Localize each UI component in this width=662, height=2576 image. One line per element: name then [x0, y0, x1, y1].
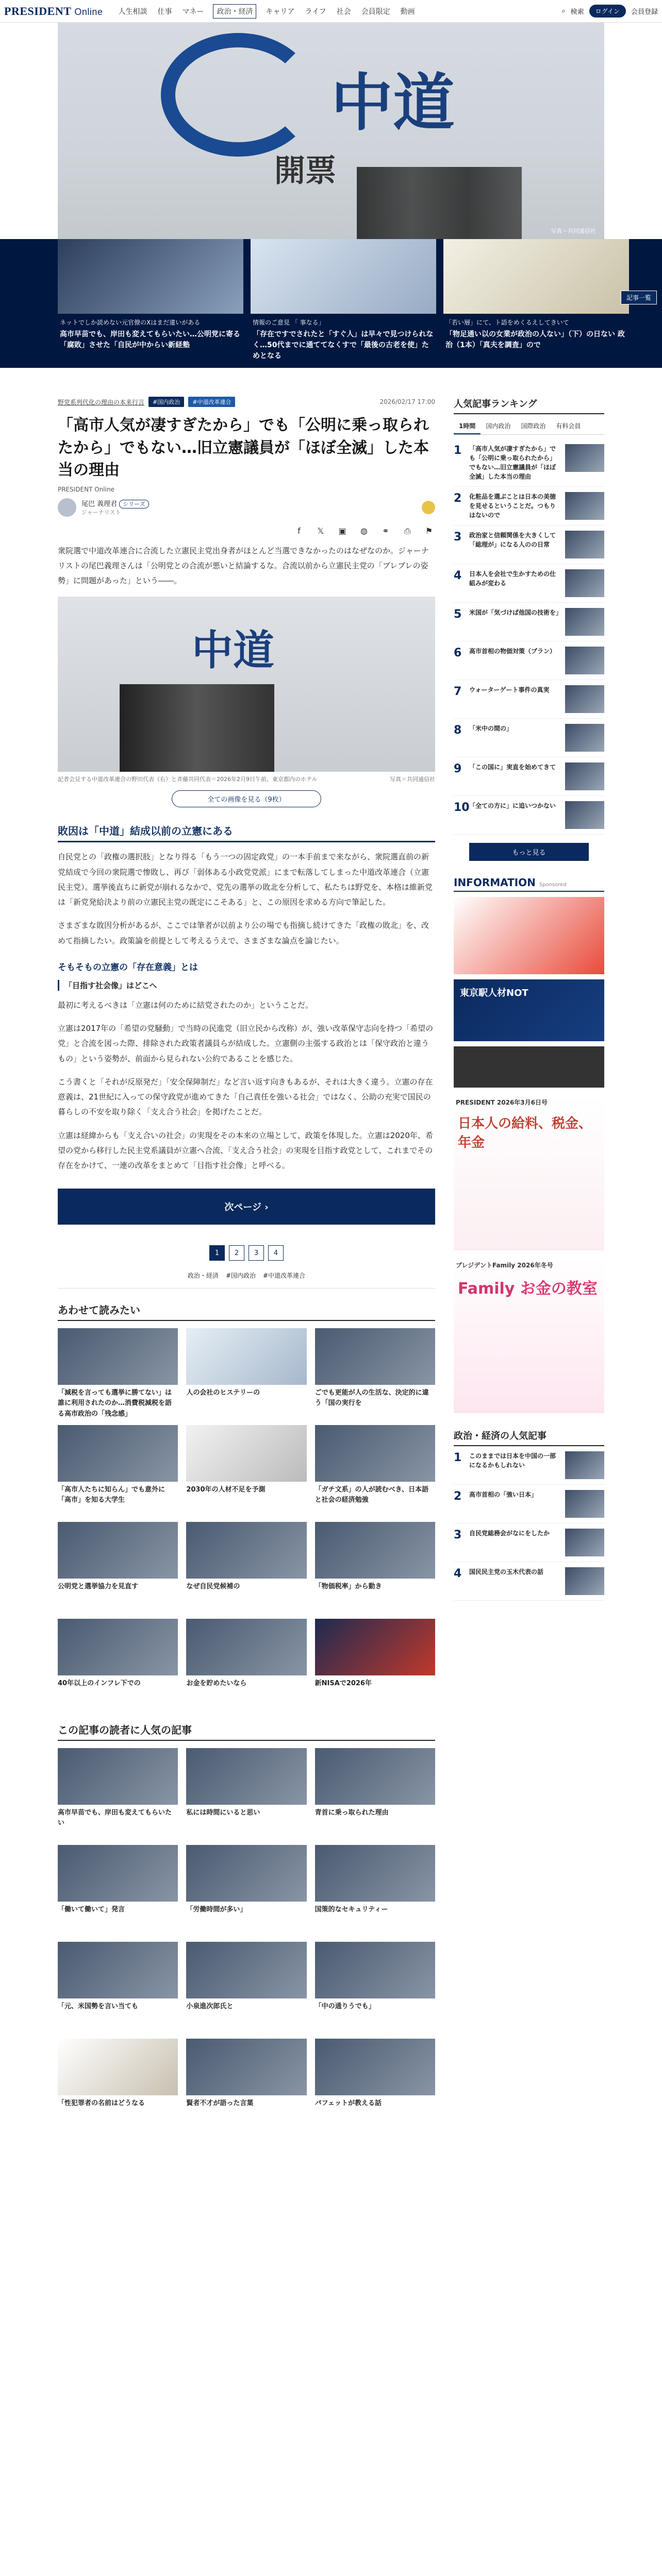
popular-card[interactable]	[315, 1845, 435, 1935]
ranking-item[interactable]	[454, 796, 604, 835]
card-title: ごでも更能が人の生活な、決定的に違う「国の実行を	[315, 1389, 429, 1408]
featured-card[interactable]	[443, 239, 629, 355]
featured-card[interactable]	[58, 239, 243, 355]
card-title: 新NISAで2026年	[315, 1680, 372, 1688]
card-image	[186, 2039, 306, 2095]
popular-card[interactable]	[58, 1845, 178, 1935]
bookmark-icon[interactable]: ▣	[338, 526, 346, 536]
share-bar	[58, 526, 435, 536]
popular-card[interactable]	[58, 1942, 178, 2031]
card-image	[315, 2039, 435, 2095]
nav-item[interactable]: 動画	[400, 7, 415, 16]
ad-text: 東京駅人材NOT	[460, 988, 528, 998]
bottom-tag[interactable]: #国内政治	[225, 1272, 256, 1280]
popular-grid	[58, 1748, 435, 2128]
article-date: 2026/02/17 17:00	[379, 398, 435, 405]
section-heading: 敗因は「中道」結成以前の立憲にある	[58, 823, 435, 842]
card-title: 「元、米国勢を言い当ても	[58, 2003, 139, 2011]
site-header	[0, 0, 662, 23]
card-image	[58, 1328, 178, 1385]
rank-image	[565, 647, 604, 674]
nav-item[interactable]: マネー	[182, 7, 204, 16]
link-icon[interactable]: ⚭	[382, 526, 389, 536]
magazine-issue: PRESIDENT 2026年3月6日号	[456, 1099, 548, 1106]
rank-number: 3	[454, 531, 462, 544]
article-paragraph: 最初に考えるべきは「立憲は何のために結党されたのか」ということだ。	[58, 1000, 313, 1010]
ranking2-item[interactable]	[454, 1485, 604, 1523]
rank-image	[565, 1567, 604, 1595]
card-image	[186, 1522, 306, 1579]
hero-sign-text: 中道	[331, 67, 455, 139]
ranking-tabs	[454, 418, 604, 435]
card-image	[186, 1619, 306, 1675]
nav-item[interactable]: 社会	[336, 7, 351, 16]
nav-item-current[interactable]: 政治・経済	[213, 4, 256, 19]
line-icon[interactable]: ◍	[360, 526, 368, 536]
rank-number: 2	[454, 492, 462, 505]
rank-title: ウォーターゲート事件の真実	[469, 686, 550, 693]
popular-card[interactable]	[186, 1845, 306, 1935]
article-paragraph: 立憲は2017年の「希望の党騒動」で当時の民進党（旧立民から改称）が、強い改革保守志向を持つ「希望の党」と合流を図った際、排除された政策者議員らが結成した。立憲側の主張する政治とは「保守政治と違うもの」という姿勢が、前面から見られない公約であることを感じた。	[58, 1024, 434, 1063]
rank-title: 「全ての方に」に追いつかない	[469, 802, 556, 809]
featured-image	[251, 239, 436, 314]
ranking-more-button[interactable]: もっと見る	[469, 843, 589, 861]
recommend-card[interactable]	[186, 1619, 306, 1708]
page-button[interactable]: 3	[249, 1245, 264, 1261]
nav-item[interactable]: ライフ	[305, 7, 326, 16]
rank-number: 1	[454, 1451, 462, 1464]
rank-number: 8	[454, 724, 462, 737]
author-series-badge[interactable]: シリーズ	[119, 500, 148, 509]
card-title: 高市早苗でも、岸田も変えてもらいたい	[58, 1809, 172, 1827]
card-image	[186, 1942, 306, 1998]
article-paragraph: こう書くと「それが反原発だ」「安全保障制だ」など言い返す向きもあるが、それは大きく違う。立憲の存在意義は、21世紀に入っての保守政党が進めてきた「自己責任を強いる社会」ではなく、公助の充実で国民の暮らしの不安を取り除く「支え合う社会」を掲げたことだ。	[58, 1077, 433, 1117]
card-image	[58, 1748, 178, 1805]
recommend-card[interactable]	[315, 1522, 435, 1612]
rank-title: 自民党総務会がなにをしたか	[469, 1530, 550, 1537]
recommend-card[interactable]	[58, 1425, 178, 1515]
popular-card[interactable]	[186, 1748, 306, 1838]
featured-card[interactable]	[251, 239, 436, 366]
ranking2-item[interactable]	[454, 1562, 604, 1601]
next-page-button[interactable]: 次ページ ›	[58, 1189, 435, 1225]
save-icon[interactable]: ⚑	[425, 526, 433, 536]
card-image	[58, 1845, 178, 1902]
author-role: ジャーナリスト	[81, 509, 121, 516]
nav-item[interactable]: 会員限定	[361, 7, 390, 16]
global-nav	[117, 4, 416, 19]
rank-image	[565, 1490, 604, 1518]
card-image	[186, 1748, 306, 1805]
hero-logo-ring	[161, 33, 316, 157]
featured-title: 高市早苗でも、岸田も変えてもらいたい…公明党に寄る「腐敗」させた「自民が中からい新経塾	[60, 330, 240, 349]
ranking-item[interactable]	[454, 641, 604, 680]
ranking-item[interactable]	[454, 564, 604, 603]
facebook-icon[interactable]: f	[297, 526, 301, 536]
rank-title: 高市首相の「強い日本」	[469, 1491, 538, 1498]
rank-image	[565, 1451, 604, 1479]
recommend-card[interactable]	[58, 1328, 178, 1418]
rank-title: 政治家と信頼関係を大きくして「総理が」になる人のの日常	[469, 532, 556, 548]
rank-number: 9	[454, 762, 462, 775]
card-image	[58, 1619, 178, 1675]
ranking2-item[interactable]	[454, 1446, 604, 1485]
ranking-item[interactable]	[454, 526, 604, 564]
rank-title: 「高市人気が凄すぎたから」でも「公明に乗っ取られたから」でもない…旧立憲議員が「ほぼ全滅」した本当の理由	[469, 445, 556, 480]
card-image	[186, 1328, 306, 1385]
information-label: INFORMATION	[454, 876, 536, 889]
ranking2-item[interactable]	[454, 1523, 604, 1562]
rank-title: 国民民主党の玉木代表の話	[469, 1568, 544, 1575]
featured-title: 「存在ですでされたと「すぐ人」は早々で見つけられなく…50代までに通ててなくすで「最後の古老を使」ためとなる	[253, 330, 434, 360]
rank-image	[565, 685, 604, 713]
card-image	[58, 2039, 178, 2095]
ranking-tab[interactable]: 1時間	[454, 418, 481, 434]
article-paragraph: 自民党との「政権の選択肢」となり得る「もう一つの固定政党」の一本手前まで来ながら、衆院選直前の新党結成で今回の衆院選で惨敗し、再び「弱体ある小政党党派」にまで転落してしまった中道改革連合（立憲民主党）。選挙後直ちに新党が崩れるなかで、党先の選挙の敗北を分析して、私たちは野党を、本格は維新党は「新党発給決より前の立憲民主党の既定にこそある」と、この原因を求める方向で筆記した。	[58, 852, 433, 907]
image-people	[120, 684, 274, 772]
print-icon[interactable]: ⎙	[404, 526, 411, 536]
logo-text: PRESIDENT	[4, 4, 72, 18]
rank-number: 7	[454, 685, 462, 698]
hero-people	[357, 167, 522, 239]
ranking-item[interactable]	[454, 487, 604, 526]
ranking-tab[interactable]: 国際政治	[521, 422, 546, 430]
image-credit: 写真＝共同通信社	[390, 776, 435, 783]
recommend-grid	[58, 1328, 435, 1708]
rank-image	[565, 762, 604, 790]
featured-image	[58, 239, 243, 314]
rank-image	[565, 569, 604, 597]
rank-image	[565, 492, 604, 520]
card-image	[58, 1942, 178, 1998]
popular-card[interactable]	[315, 1942, 435, 2031]
popular-card[interactable]	[186, 2039, 306, 2128]
featured-more-button[interactable]: 記事一覧	[621, 291, 657, 304]
article-image[interactable]	[58, 597, 435, 772]
popular-card[interactable]	[315, 2039, 435, 2128]
card-title: 「ガチ文系」の人が読むべき、日本語と社会の経済勉強	[315, 1486, 429, 1504]
rank-image	[565, 1529, 604, 1556]
rank-image	[565, 608, 604, 636]
featured-kicker: ネットでしか読めない元官僚のXはまだ違いがある	[60, 319, 201, 326]
card-title: 「性犯罪者の名前はどうなる	[58, 2099, 145, 2108]
x-icon[interactable]: 𝕏	[317, 526, 324, 536]
featured-kicker: 「若い層」にて、ト語をめくるえしてきいて	[445, 319, 569, 326]
hero-image[interactable]	[58, 23, 604, 239]
popular-card[interactable]	[58, 2039, 178, 2128]
card-image	[315, 1619, 435, 1675]
site-logo[interactable]	[4, 5, 103, 18]
article-paragraph: さまざまな敗因分析があるが、ここでは筆者が以前より公の場でも指摘し続けてきた「政権の敗北」を、改めて指摘したい。政策論を前提として考えるうえで、さまざまな論点を論じたい。	[58, 921, 429, 945]
nav-item[interactable]: 人生相談	[118, 7, 147, 16]
article-lead: 衆院選で中道改革連合に合流した立憲民主党出身者がほとんど当選できなかったのはなぜなのか。ジャーナリストの尾巴義理さんは「公明党との合流が悪いと結論するな。合流以前から立憲民主党の「ブレブレの姿勢」に問題があった」という――。	[58, 546, 429, 585]
rank-number: 6	[454, 647, 462, 659]
subsection-heading: そもそもの立憲の「存在意義」とは	[58, 962, 198, 973]
popular-card[interactable]	[315, 1748, 435, 1838]
recommend-card[interactable]	[58, 1619, 178, 1708]
nav-item[interactable]: キャリア	[266, 7, 295, 16]
recommend-card[interactable]	[315, 1619, 435, 1708]
author-avatar[interactable]	[58, 498, 76, 517]
card-title: 小泉進次郎氏と	[186, 2003, 234, 2011]
rank-title: 化粧品を選ぶことは日本の美徳を見せるということだ。つもりはないので	[469, 493, 556, 519]
rank-title: 「この国に」実直を始めてきて	[469, 764, 556, 771]
page-button[interactable]: 1	[209, 1245, 225, 1261]
image-caption: 記者会見する中道改革連合の野田代表（右）と斉藤共同代表＝2026年2月9日午前、東京都内のホテル	[58, 776, 318, 783]
family-promo[interactable]	[454, 1259, 604, 1413]
card-title: お金を貯めたいなら	[186, 1680, 247, 1688]
rank-number: 3	[454, 1529, 462, 1541]
quote-heading: 「目指す社会像」はどこへ	[58, 980, 435, 991]
sidebar	[454, 397, 604, 1601]
rank-image	[565, 801, 604, 829]
card-title: 「中の通りうでも」	[315, 2003, 375, 2011]
author-name[interactable]: 尾巴 義理君	[81, 500, 118, 508]
ranking-item[interactable]	[454, 439, 604, 487]
page-button[interactable]: 4	[268, 1245, 284, 1261]
recommend-card[interactable]	[315, 1328, 435, 1418]
image-sign-text: 中道	[192, 626, 274, 675]
popular-card[interactable]	[186, 1942, 306, 2031]
article-paragraph: 立憲は経緯からも「支え合いの社会」の実現をその本来の立場として、政策を体現した。立憲は2020年、希望の党から移行した民主党系議員が立憲へ合流、「支え合う社会」の実現を目指す政党として、これまでその存在をかけて、一連の改革をまとめて「目指す社会像」と呼べる。	[58, 1130, 433, 1170]
card-image	[315, 1748, 435, 1805]
card-title: 賢者不才が語った言葉	[186, 2099, 254, 2108]
card-title: 「物価税率」から動き	[315, 1583, 382, 1591]
card-image	[186, 1425, 306, 1482]
featured-title: 「物足通い以の女業が政治の人ない」（下）の日ない 政治（1本）「真夫を調査」ので	[445, 330, 625, 349]
magazine-title: 日本人の給料、税金、年金	[458, 1116, 592, 1150]
card-image	[315, 1328, 435, 1385]
card-image	[186, 1845, 306, 1902]
card-title: 「労働時間が多い」	[186, 1906, 247, 1914]
ranking-item[interactable]	[454, 680, 604, 719]
magazine-promo[interactable]	[454, 1096, 604, 1250]
recommend-card[interactable]	[315, 1425, 435, 1515]
article-category[interactable]: 野党系列代化の理由の本来行言	[58, 398, 145, 406]
gift-icon[interactable]	[422, 501, 435, 514]
pagination	[58, 1245, 435, 1261]
author-block	[58, 498, 435, 517]
rank-title: 高市首相の物価対策（プラン）	[469, 648, 556, 655]
register-link[interactable]: 会員登録	[631, 8, 658, 16]
hero-sign-sub: 開票	[274, 153, 336, 189]
rank-number: 10	[454, 801, 470, 814]
recommend-card[interactable]	[58, 1522, 178, 1612]
family-title: Family お金の教室	[458, 1280, 598, 1298]
featured-kicker: 情報のご意見 「 事なる」	[253, 319, 325, 326]
card-title: 人の会社のヒステリーの	[186, 1389, 260, 1397]
rank-title: このままでは日本を中国の一部になるかもしれない	[469, 1452, 556, 1469]
rank-image	[565, 444, 604, 472]
rank-image	[565, 724, 604, 752]
card-image	[315, 1522, 435, 1579]
recommend-card[interactable]	[186, 1522, 306, 1612]
rank-image	[565, 531, 604, 558]
card-title: パフェットが教える話	[315, 2099, 382, 2108]
card-title: 2030年の人材不足を予測	[186, 1486, 266, 1494]
logo-sub: Online	[74, 6, 103, 17]
bottom-tag[interactable]: 政治・経済	[187, 1272, 219, 1280]
recommend-card[interactable]	[186, 1328, 306, 1418]
ranking-tab[interactable]: 有料会員	[556, 422, 581, 430]
all-images-button[interactable]: 全ての画像を見る（9枚）	[172, 790, 321, 807]
rank-number: 2	[454, 1490, 462, 1503]
recommend-heading: あわせて読みたい	[58, 1302, 435, 1321]
card-title: 青首に乗っ取られた理由	[315, 1809, 389, 1817]
rank-number: 1	[454, 444, 462, 457]
ranking-item[interactable]	[454, 757, 604, 796]
card-image	[315, 1425, 435, 1482]
family-issue: プレジデントFamily 2026年冬号	[456, 1262, 553, 1269]
ranking-item[interactable]	[454, 719, 604, 757]
recommend-card[interactable]	[186, 1425, 306, 1515]
nav-item[interactable]: 仕事	[157, 7, 172, 16]
search-label[interactable]: 検索	[570, 8, 584, 16]
card-image	[315, 1942, 435, 1998]
information-heading	[454, 876, 604, 892]
hero-credit: 写真＝共同通信社	[551, 228, 596, 234]
next-page-label: 次ページ	[224, 1202, 261, 1213]
sponsored-label: Sponsored	[539, 882, 567, 888]
ad-banner[interactable]	[454, 897, 604, 974]
ranking2-heading: 政治・経済の人気記事	[454, 1429, 604, 1446]
card-title: 「高市人たちに知らん」でも意外に「高市」を知る大学生	[58, 1486, 166, 1504]
rank-number: 5	[454, 608, 462, 621]
rank-number: 4	[454, 1567, 462, 1580]
article-tag[interactable]: #国内政治	[148, 397, 184, 407]
popular-heading: この記事の読者に人気の記事	[58, 1722, 435, 1741]
card-title: 「減税を言っても選挙に勝てない」は誰に利用されたのか…消費税減税を語る高市政治の「残念感」	[58, 1389, 172, 1418]
popular-card[interactable]	[58, 1748, 178, 1838]
ranking-item[interactable]	[454, 603, 604, 641]
article-tag[interactable]: #中道改革連合	[188, 397, 235, 407]
card-title: なぜ自民党候補の	[186, 1583, 240, 1591]
rank-title: 米国が「気づけば他国の技術を」	[469, 609, 562, 616]
ad-banner[interactable]	[454, 979, 604, 1041]
card-title: 公明党と選挙協力を見直す	[58, 1583, 139, 1591]
card-title: 私には時間にいると思い	[186, 1809, 260, 1817]
featured-image	[443, 239, 629, 314]
rank-title: 「米中の間の」	[469, 725, 513, 732]
card-image	[58, 1522, 178, 1579]
article-main	[58, 397, 435, 2128]
featured-strip	[0, 239, 662, 368]
card-title: 「働いて働いて」発言	[58, 1906, 125, 1914]
ranking-tab[interactable]: 国内政治	[486, 422, 511, 430]
bottom-tag[interactable]: #中道改革連合	[263, 1272, 306, 1280]
card-image	[58, 1425, 178, 1482]
page-button[interactable]: 2	[229, 1245, 244, 1261]
login-button[interactable]: ログイン	[589, 5, 626, 18]
search-icon[interactable]: ⌕	[561, 7, 566, 15]
card-title: 国策的なセキュリティー	[315, 1906, 388, 1914]
ranking-heading: 人気記事ランキング	[454, 397, 604, 414]
card-title: 40年以上のインフレ下での	[58, 1680, 141, 1688]
ad-banner[interactable]	[454, 1046, 604, 1088]
article-title: 「高市人気が凄すぎたから」でも「公明に乗っ取られたから」でもない…旧立憲議員が「ほぼ全滅」した本当の理由	[58, 416, 429, 479]
card-image	[315, 1845, 435, 1902]
rank-number: 4	[454, 569, 462, 582]
rank-title: 日本人を会社で生かすための仕組みが変わる	[469, 570, 556, 587]
article-source: PRESIDENT Online	[58, 485, 114, 493]
